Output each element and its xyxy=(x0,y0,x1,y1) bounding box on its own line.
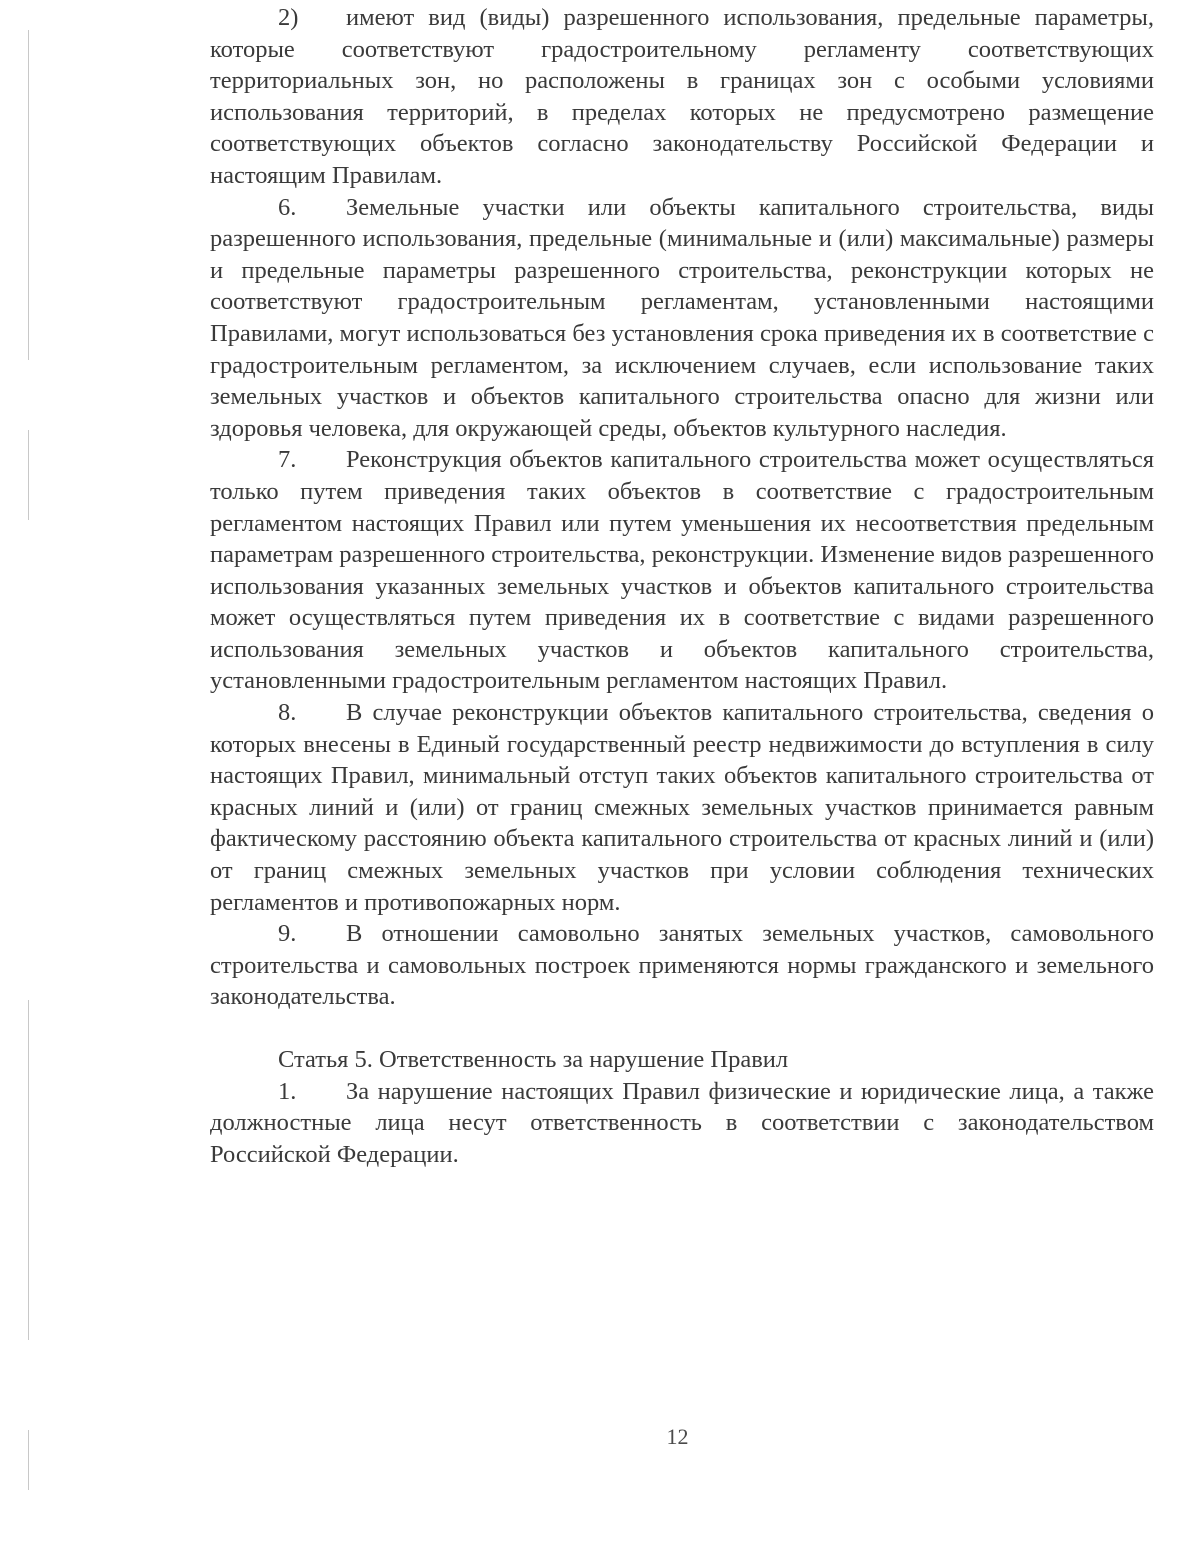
paragraph-number: 6. xyxy=(278,193,297,221)
paragraph-text: Земельные участки или объекты капитального строительства, виды разрешенного использования, предельные (минимальные и (или) максимальные) размеры и предельные параметры разрешенного строительства, реконструкции которых не соответствуют градостроительным регламентам, установленными настоящими Правилами, могут использоваться без установления срока приведения их в соответствие с градостроительным регламентом, за исключением случаев, если использование таких земельных участков и объектов капитального строительства опасно для жизни или здоровья человека, для окружающей среды, объектов культурного наследия. xyxy=(210,193,1154,442)
document-body xyxy=(210,2,1154,1170)
paragraph-number: 8. xyxy=(278,699,297,727)
paragraph-text: За нарушение настоящих Правил физические и юридические лица, а также должностные лица несут ответственность в соответствии с законодательством Российской Федерации. xyxy=(210,1077,1154,1168)
paragraph-number: 9. xyxy=(278,920,297,948)
scan-edge-line xyxy=(28,430,29,520)
scan-edge-line xyxy=(28,30,29,360)
paragraph-2 xyxy=(210,2,1154,192)
paragraph-text: В случае реконструкции объектов капитального строительства, сведения о которых внесены в Единый государственный реестр недвижимости до вступления в силу настоящих Правил, минимальный отступ таких объектов капитального строительства от красных линий и (или) от границ смежных земельных участков принимается равным фактическому расстоянию объекта капитального строительства от красных линий и (или) от границ смежных земельных участков при условии соблюдения технических регламентов и противопожарных норм. xyxy=(210,699,1154,916)
paragraph-9 xyxy=(210,918,1154,1013)
paragraph-number: 1. xyxy=(278,1077,297,1105)
paragraph-7 xyxy=(210,444,1154,697)
scan-edge-line xyxy=(28,1000,29,1340)
paragraph-text: имеют вид (виды) разрешенного использования, предельные параметры, которые соответствуют градостроительному регламенту соответствующих территориальных зон, но расположены в границах зон с особыми условиями использования территорий, в пределах которых не предусмотрено размещение соответствующих объектов согласно законодательству Российской Федерации и настоящим Правилам. xyxy=(210,4,1154,189)
paragraph-8 xyxy=(210,697,1154,918)
article-title: Статья 5. Ответственность за нарушение Правил xyxy=(278,1046,789,1073)
paragraph-number: 7. xyxy=(278,446,297,474)
paragraph-number: 2) xyxy=(278,4,299,31)
article-paragraph-1 xyxy=(210,1076,1154,1171)
paragraph-text: Реконструкция объектов капитального строительства может осуществляться только путем приведения таких объектов в соответствие с градостроительным регламентом настоящих Правил или путем уменьшения их несоответствия предельным параметрам разрешенного строительства, реконструкции. Изменение видов разрешенного использования указанных земельных участков и объектов капитального строительства может осуществляться путем приведения их в соответствие с видами разрешенного использования земельных участков и объектов капитального строительства, установленными градостроительным регламентом настоящих Правил. xyxy=(210,446,1154,695)
paragraph-6 xyxy=(210,192,1154,445)
paragraph-text: В отношении самовольно занятых земельных участков, самовольного строительства и самовольных построек применяются нормы гражданского и земельного законодательства. xyxy=(210,920,1154,1011)
page-number: 12 xyxy=(666,1424,689,1449)
